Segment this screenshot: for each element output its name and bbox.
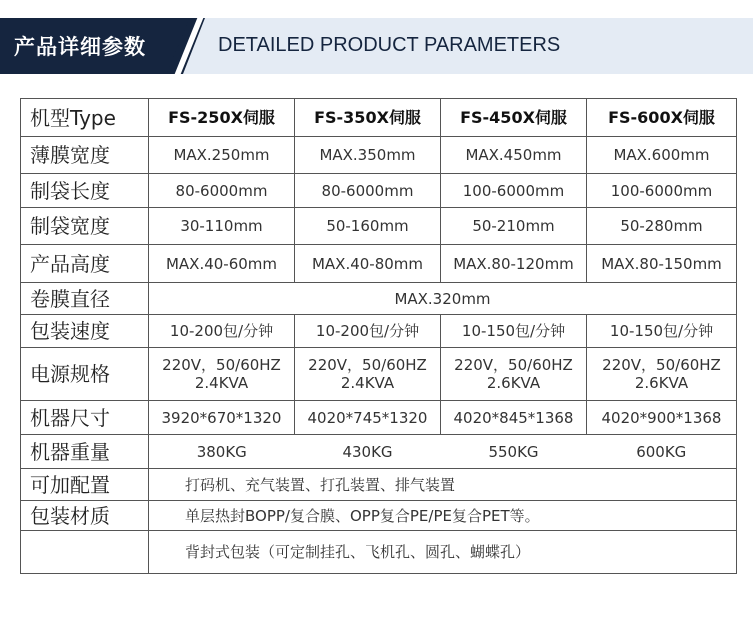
power-voltage: 220V，50/60HZ: [454, 356, 573, 374]
page-title-cn: 产品详细参数: [14, 35, 146, 59]
table-cell: MAX.250mm: [149, 137, 295, 174]
table-row-machine-weight: [21, 435, 737, 469]
row-label: 电源规格: [21, 348, 149, 401]
table-cell: 10-200包/分钟: [295, 315, 441, 348]
row-label: 卷膜直径: [21, 283, 149, 315]
table-cell-merged: 单层热封BOPP/复合膜、OPP复合PE/PE复合PET等。: [149, 501, 737, 531]
table-cell: 4020*745*1320: [295, 401, 441, 435]
parameters-table: [20, 98, 737, 574]
table-cell: 30-110mm: [149, 208, 295, 245]
table-cell: 600KG: [587, 435, 737, 469]
table-cell-merged: 打码机、充气装置、打孔装置、排气装置: [149, 469, 737, 501]
model-header-cell: FS-350X伺服: [295, 99, 441, 137]
table-row-film-width: [21, 137, 737, 174]
table-cell: 50-210mm: [441, 208, 587, 245]
table-cell: [295, 348, 441, 401]
table-cell: MAX.40-80mm: [295, 245, 441, 283]
table-cell: 10-200包/分钟: [149, 315, 295, 348]
table-cell: [441, 348, 587, 401]
power-voltage: 220V，50/60HZ: [602, 356, 721, 374]
model-header-cell: FS-250X伺服: [149, 99, 295, 137]
power-capacity: 2.4KVA: [340, 374, 395, 392]
power-voltage: 220V，50/60HZ: [162, 356, 281, 374]
table-row-options: [21, 469, 737, 501]
table-cell-merged: 背封式包装（可定制挂孔、飞机孔、圆孔、蝴蝶孔）: [149, 531, 737, 574]
table-cell: 100-6000mm: [587, 174, 737, 208]
header-banner: [0, 18, 753, 74]
power-capacity: 2.6KVA: [634, 374, 689, 392]
table-cell: 4020*900*1368: [587, 401, 737, 435]
table-cell: 50-280mm: [587, 208, 737, 245]
table-cell: 3920*670*1320: [149, 401, 295, 435]
table-cell-merged: MAX.320mm: [149, 283, 737, 315]
table-row-materials: [21, 501, 737, 531]
power-voltage: 220V，50/60HZ: [308, 356, 427, 374]
table-cell: MAX.80-120mm: [441, 245, 587, 283]
table-row-models: [21, 99, 737, 137]
row-label: 可加配置: [21, 469, 149, 501]
table-cell: 10-150包/分钟: [441, 315, 587, 348]
row-label: 制袋宽度: [21, 208, 149, 245]
table-row-packing-speed: [21, 315, 737, 348]
table-cell: [149, 348, 295, 401]
table-row-product-height: [21, 245, 737, 283]
table-row-power: [21, 348, 737, 401]
power-capacity: 2.4KVA: [194, 374, 249, 392]
row-label: 机型Type: [21, 99, 149, 137]
row-label: 薄膜宽度: [21, 137, 149, 174]
row-label: 包装材质: [21, 501, 149, 531]
model-header-cell: FS-450X伺服: [441, 99, 587, 137]
table-cell: 80-6000mm: [149, 174, 295, 208]
table-cell: 550KG: [441, 435, 587, 469]
model-header-cell: FS-600X伺服: [587, 99, 737, 137]
table-cell: MAX.40-60mm: [149, 245, 295, 283]
table-cell: 4020*845*1368: [441, 401, 587, 435]
table-cell: 430KG: [295, 435, 441, 469]
table-row-bag-width: [21, 208, 737, 245]
power-capacity: 2.6KVA: [486, 374, 541, 392]
row-label: 机器尺寸: [21, 401, 149, 435]
table-cell: MAX.80-150mm: [587, 245, 737, 283]
table-row-machine-size: [21, 401, 737, 435]
table-cell: 380KG: [149, 435, 295, 469]
page-title-en: DETAILED PRODUCT PARAMETERS: [218, 34, 561, 56]
row-label: 包装速度: [21, 315, 149, 348]
table-cell: [587, 348, 737, 401]
table-cell: MAX.350mm: [295, 137, 441, 174]
table-cell: 50-160mm: [295, 208, 441, 245]
table-cell: 10-150包/分钟: [587, 315, 737, 348]
row-label: 制袋长度: [21, 174, 149, 208]
row-label: 机器重量: [21, 435, 149, 469]
table-cell: MAX.450mm: [441, 137, 587, 174]
table-row-packaging: [21, 531, 737, 574]
table-row-roll-diameter: [21, 283, 737, 315]
table-cell: MAX.600mm: [587, 137, 737, 174]
row-label: 产品高度: [21, 245, 149, 283]
table-row-bag-length: [21, 174, 737, 208]
row-label: [21, 531, 149, 574]
table-cell: 100-6000mm: [441, 174, 587, 208]
table-cell: 80-6000mm: [295, 174, 441, 208]
